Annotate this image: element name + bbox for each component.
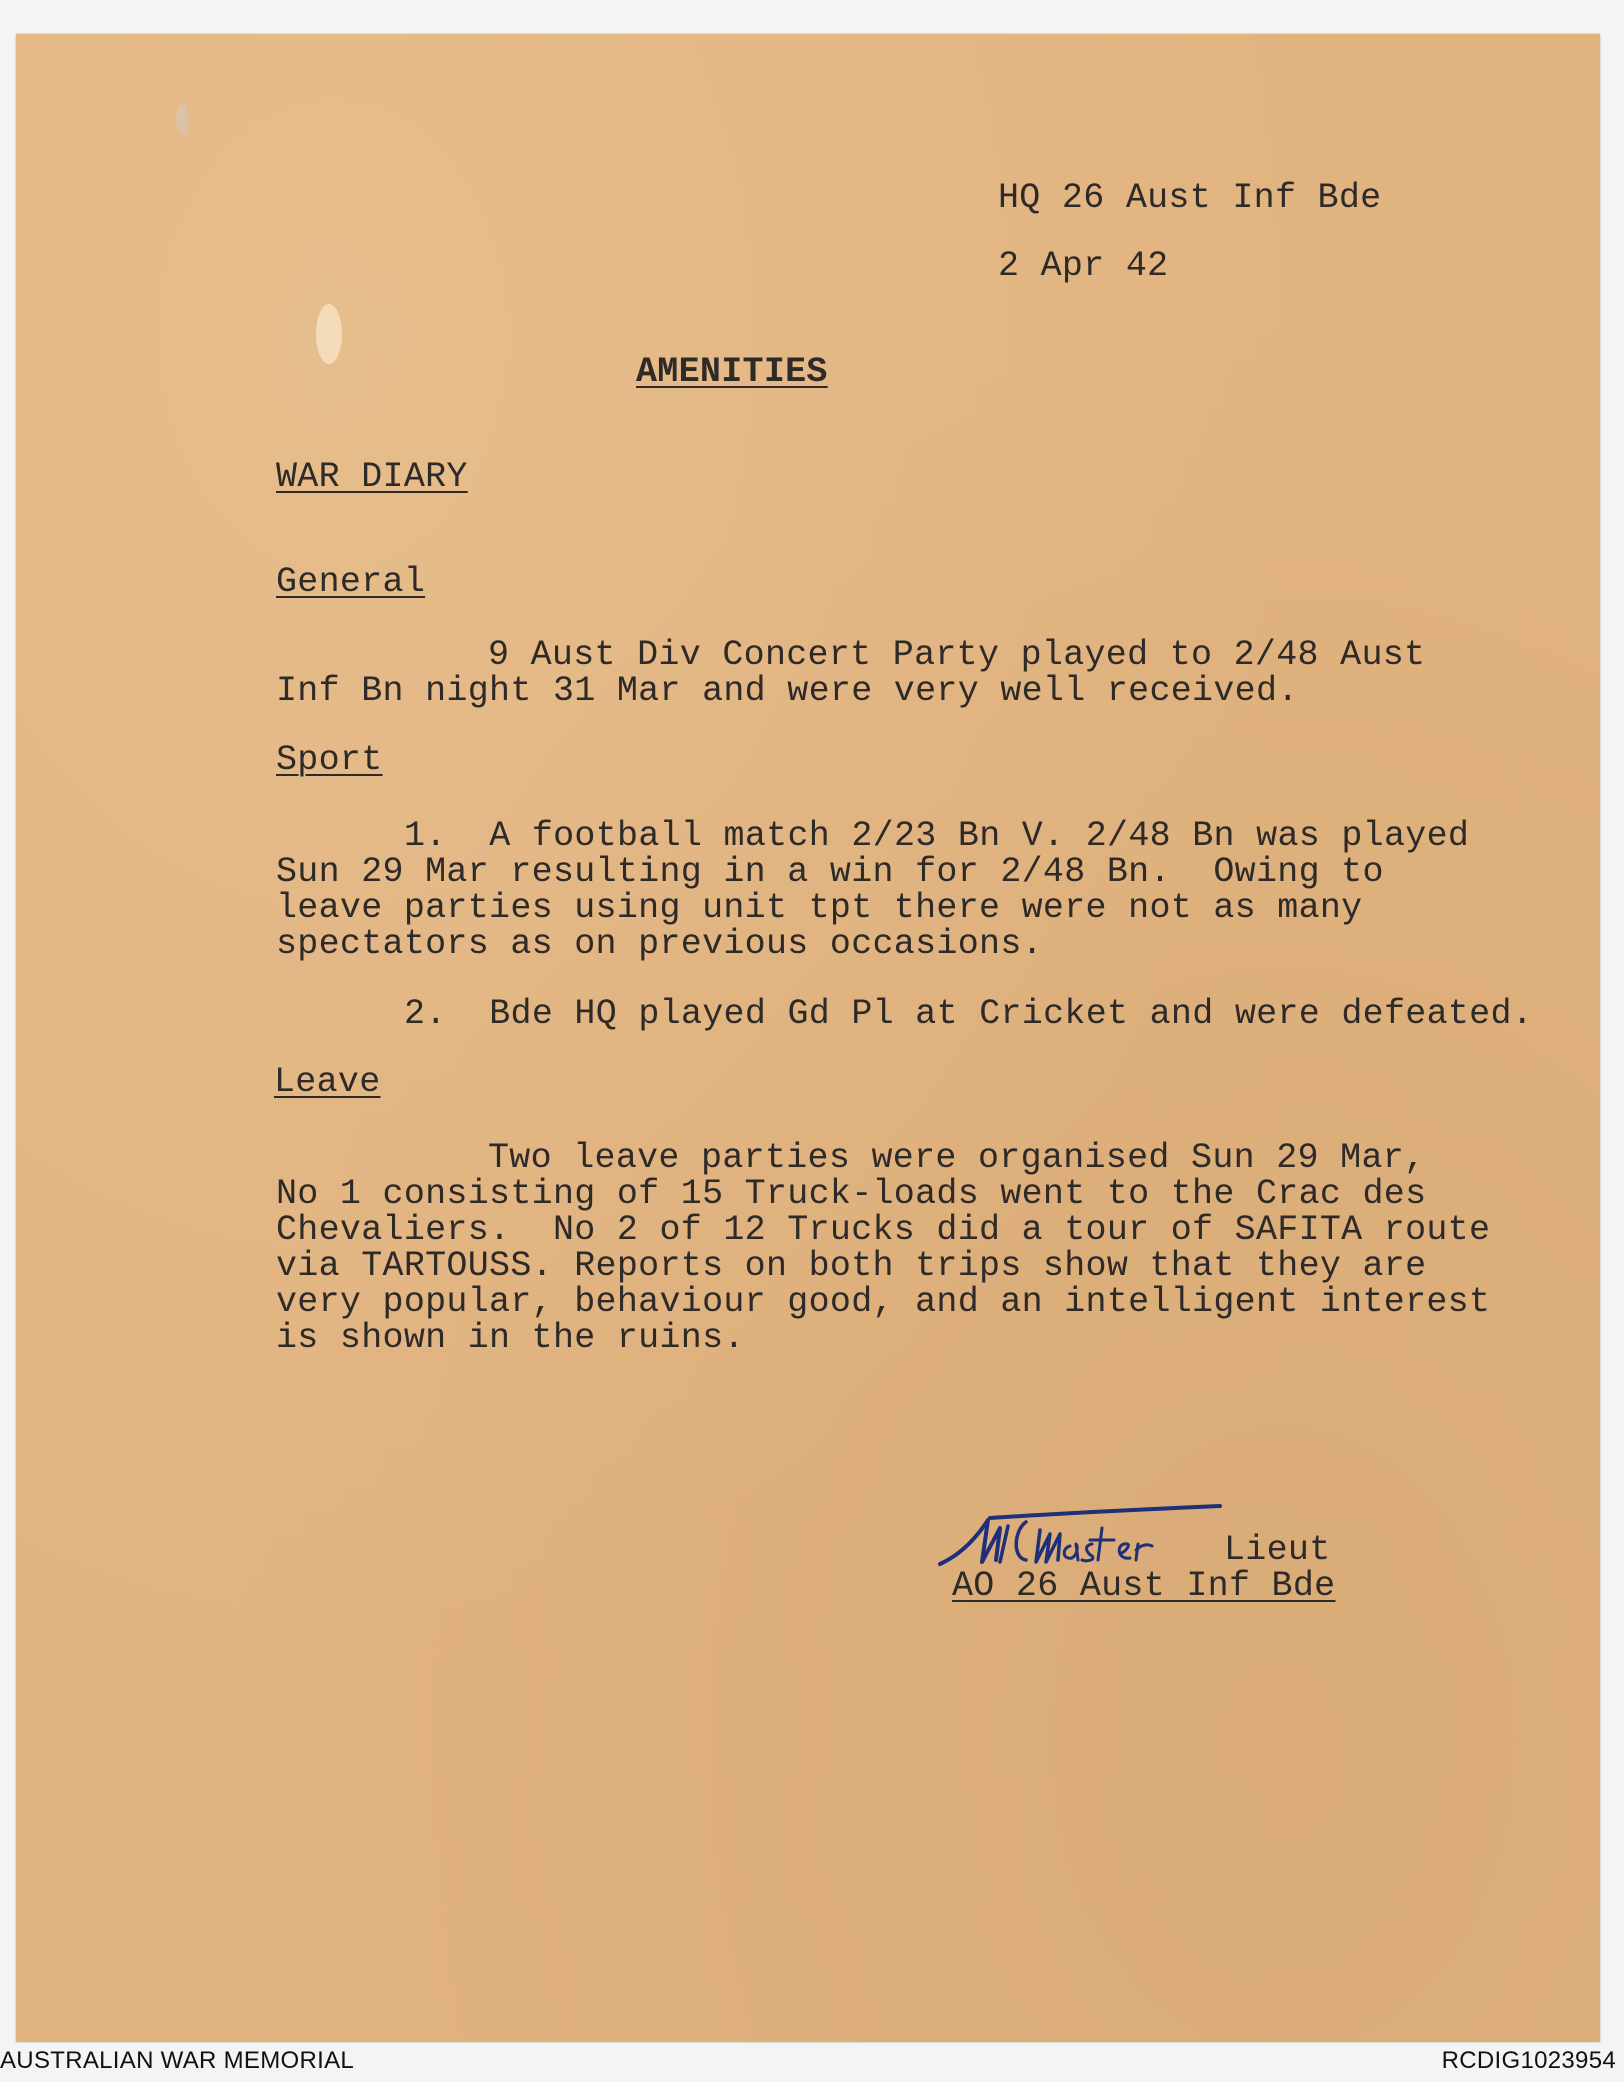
leave-line: very popular, behaviour good, and an intelligent interest [276,1282,1491,1322]
general-line: 9 Aust Div Concert Party played to 2/48 Aust [488,635,1426,675]
sport-item-1-line: spectators as on previous occasions. [276,924,1043,964]
leave-line: Chevaliers. No 2 of 12 Trucks did a tour of SAFITA route [276,1210,1491,1250]
document-subtitle: WAR DIARY [276,457,468,497]
header-unit: HQ 26 Aust Inf Bde [998,178,1382,218]
signature-position: AO 26 Aust Inf Bde [952,1566,1336,1606]
leave-line: via TARTOUSS. Reports on both trips show that they are [276,1246,1427,1286]
leave-line: is shown in the ruins. [276,1318,745,1358]
section-heading-leave: Leave [274,1062,381,1102]
sport-item-2: 2. Bde HQ played Gd Pl at Cricket and were defeated. [404,994,1534,1034]
general-line: Inf Bn night 31 Mar and were very well received. [276,671,1299,711]
paper-stain [316,304,342,364]
section-heading-general: General [276,562,426,602]
sport-item-1-line: leave parties using unit tpt there were not as many [276,888,1363,928]
sport-item-1-paragraph [276,818,1469,962]
header-date: 2 Apr 42 [998,246,1169,286]
sport-item-1-line: 1. A football match 2/23 Bn V. 2/48 Bn was played [404,816,1470,856]
sport-item-1-line: Sun 29 Mar resulting in a win for 2/48 Bn. Owing to [276,852,1384,892]
document-page [16,34,1600,2042]
general-paragraph [276,637,1425,709]
leave-line: Two leave parties were organised Sun 29 Mar, [488,1138,1426,1178]
signature-rank: Lieut [1224,1530,1331,1570]
footer-source: AUSTRALIAN WAR MEMORIAL [0,2047,355,2074]
leave-line: No 1 consisting of 15 Truck-loads went to the Crac des [276,1174,1427,1214]
section-heading-sport: Sport [276,740,383,780]
footer-id: RCDIG1023954 [1441,2047,1616,2074]
document-title: AMENITIES [636,352,828,392]
paper-stain [176,104,188,134]
leave-paragraph [276,1140,1490,1356]
